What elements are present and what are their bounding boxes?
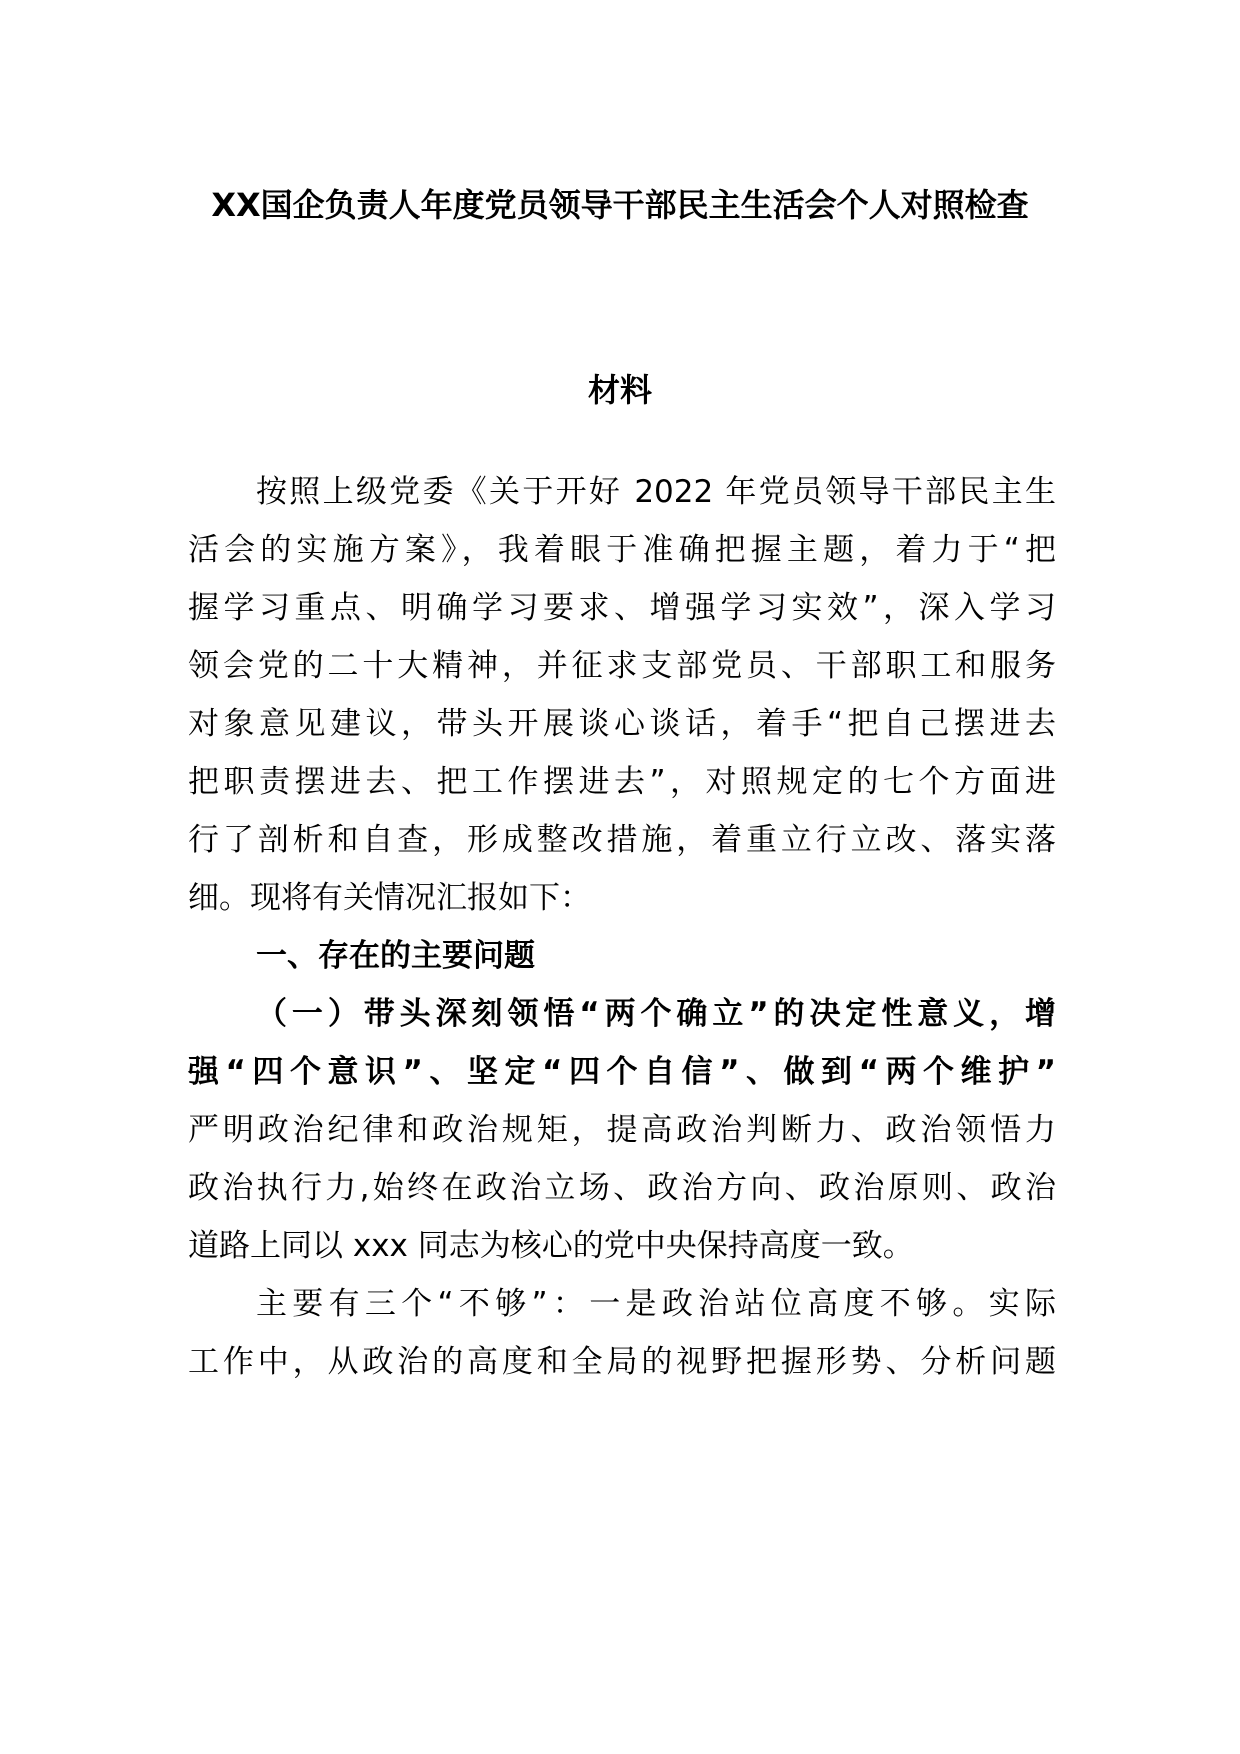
section-heading-1: 一、存在的主要问题 [256,938,535,974]
intro-line-8: 细。现将有关情况汇报如下： [188,880,591,916]
subsection-body-line-2: 政治执行力,始终在政治立场、政治方向、政治原则、政治 [188,1170,1056,1206]
intro-line-5: 对象意见建议，带头开展谈心谈话，着手“把自己摆进去 [188,706,1056,742]
subsection-heading-line-2: 强“四个意识”、坚定“四个自信”、做到“两个维护” [188,1054,1056,1090]
subsection-body-line-1: 严明政治纪律和政治规矩，提高政治判断力、政治领悟力 [188,1112,1056,1148]
intro-line-2: 活会的实施方案》，我着眼于准确把握主题，着力于“把 [188,532,1056,568]
document-title-line-1: XX国企负责人年度党员领导干部民主生活会个人对照检查 [211,186,1029,224]
intro-line-6: 把职责摆进去、把工作摆进去”，对照规定的七个方面进 [188,764,1056,800]
intro-line-1: 按照上级党委《关于开好 2022 年党员领导干部民主生 [256,474,1056,510]
subsection-heading-line-1: （一）带头深刻领悟“两个确立”的决定性意义，增 [256,996,1056,1032]
para2-line-1: 主要有三个“不够”：一是政治站位高度不够。实际 [256,1286,1056,1322]
document-title-line-2: 材料 [587,371,652,409]
subsection-body-line-3: 道路上同以 xxx 同志为核心的党中央保持高度一致。 [188,1228,914,1264]
intro-line-7: 行了剖析和自查，形成整改措施，着重立行立改、落实落 [188,822,1056,858]
intro-line-4: 领会党的二十大精神，并征求支部党员、干部职工和服务 [188,648,1056,684]
para2-line-2: 工作中，从政治的高度和全局的视野把握形势、分析问题 [188,1344,1056,1380]
intro-line-3: 握学习重点、明确学习要求、增强学习实效”，深入学习 [188,590,1056,626]
